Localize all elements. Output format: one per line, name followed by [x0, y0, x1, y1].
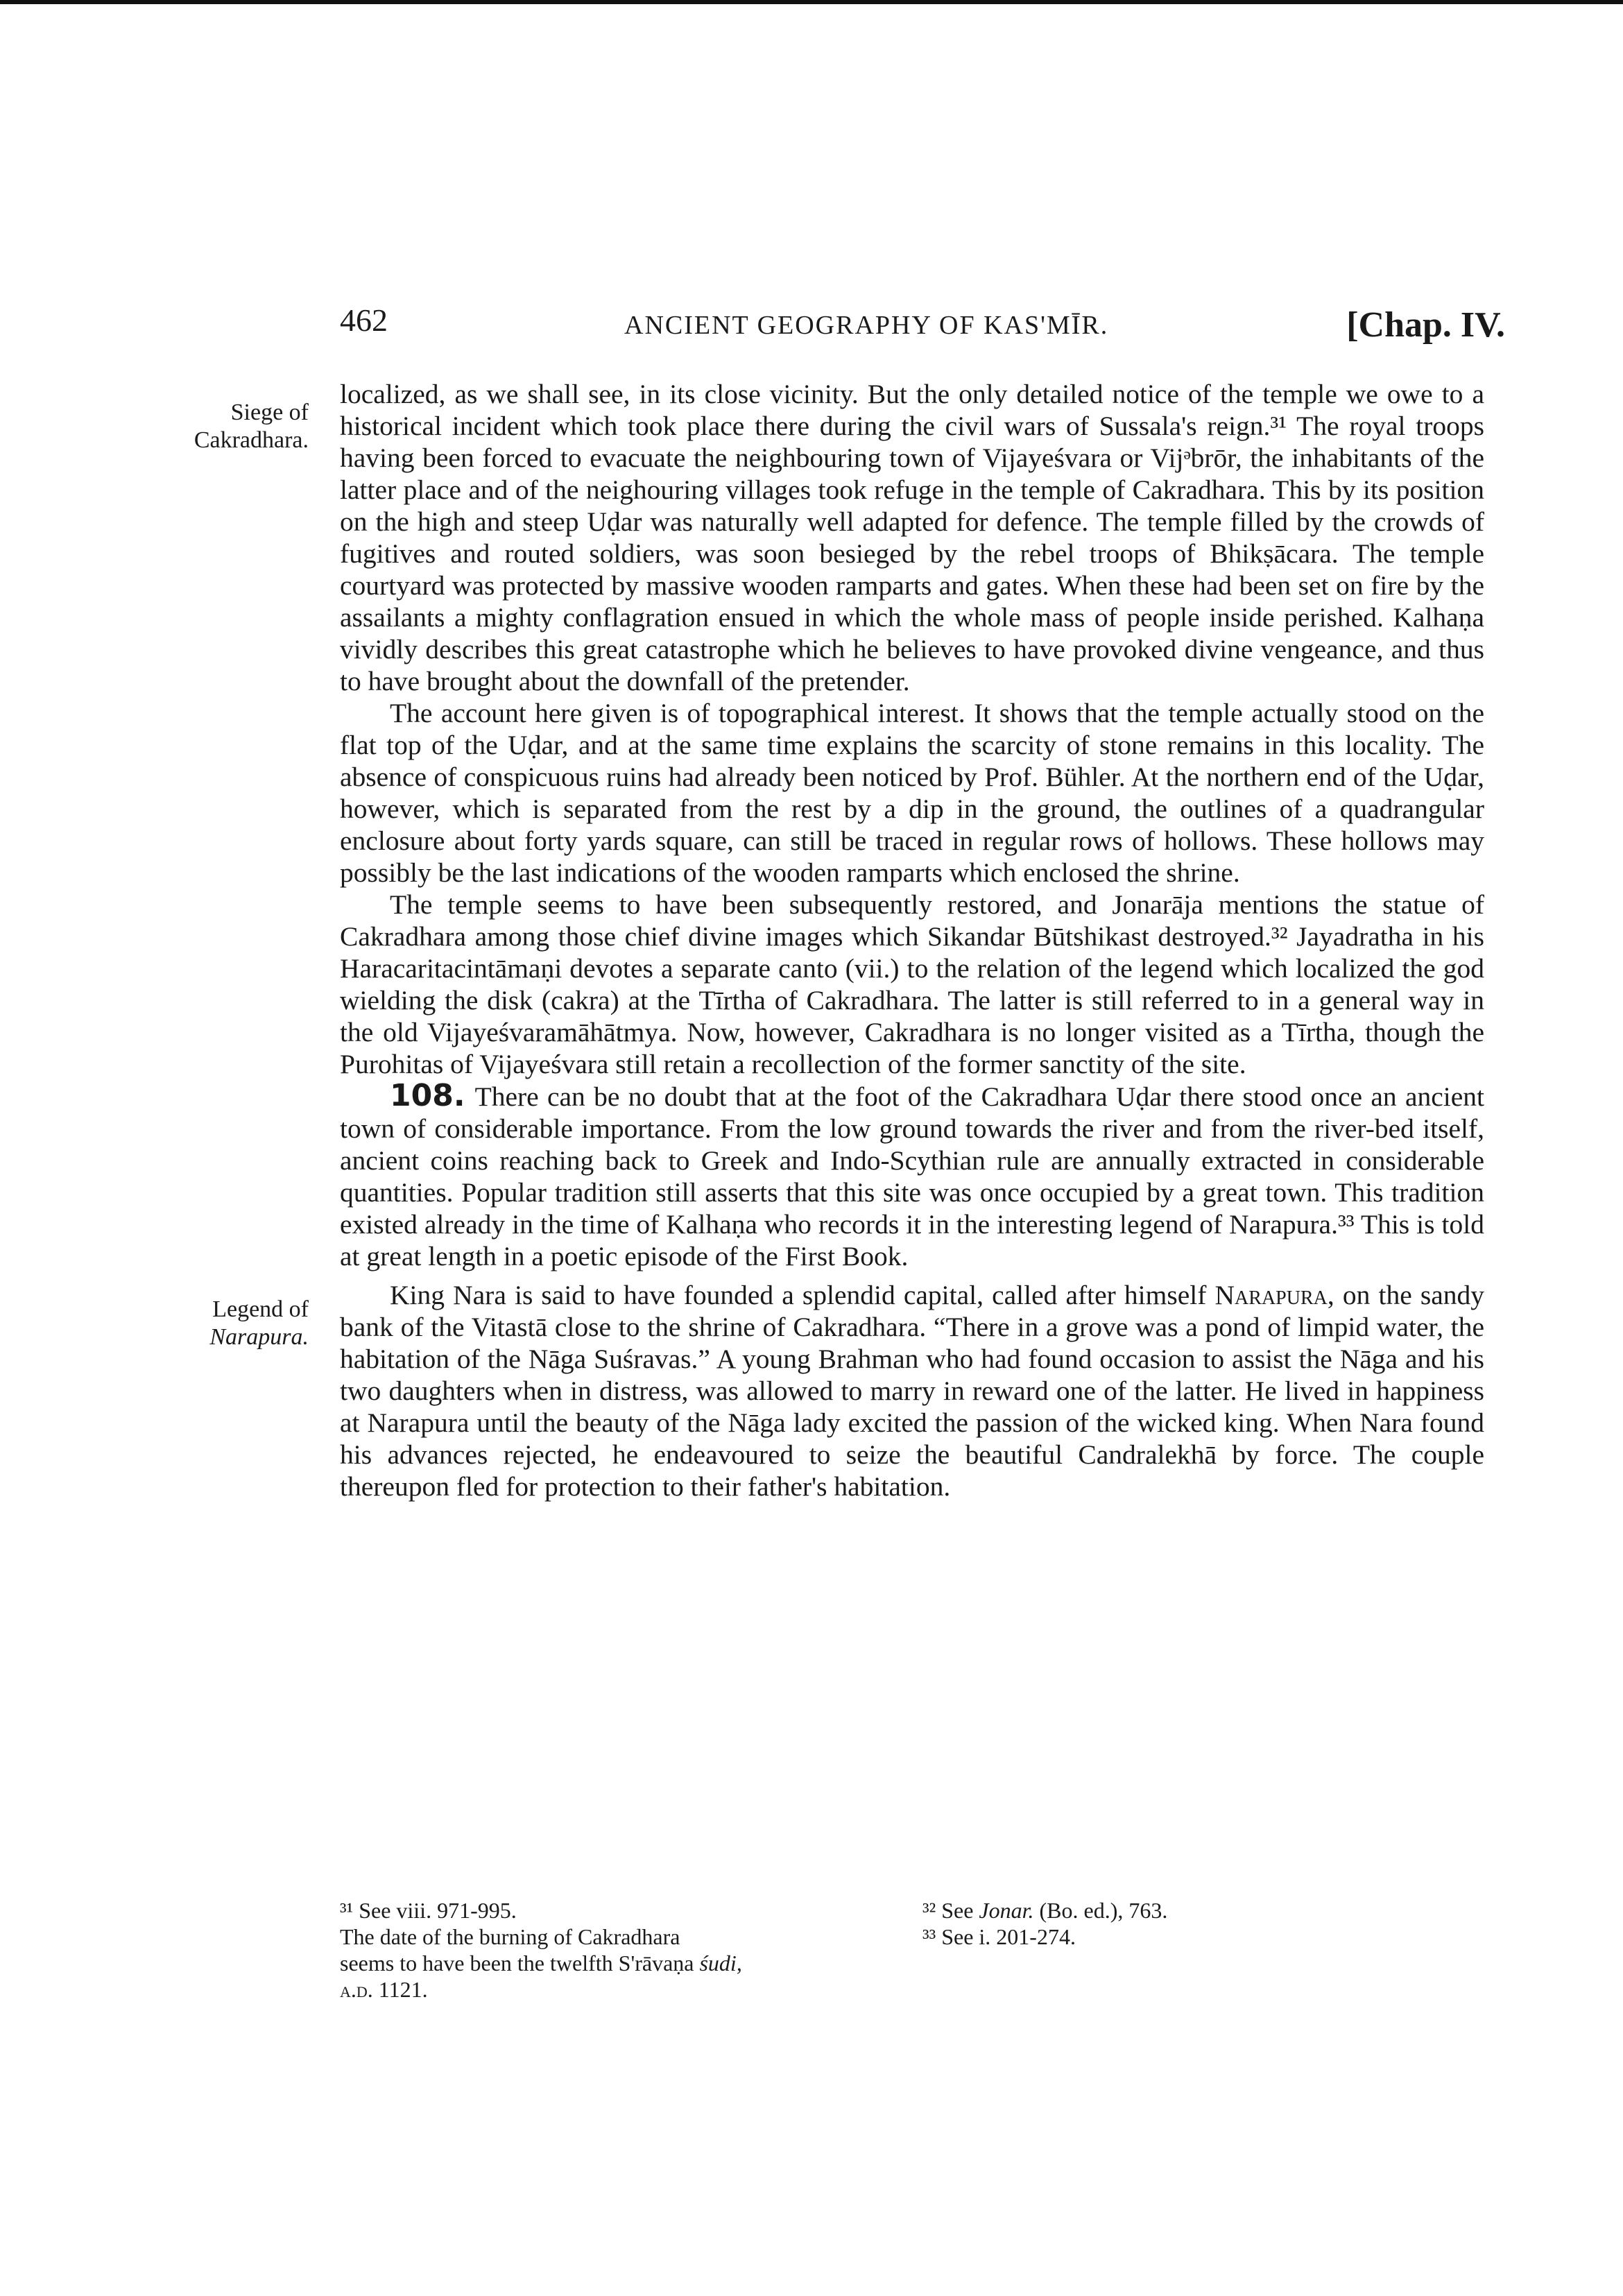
margin-note-legend — [121, 1296, 309, 1351]
paragraph: The temple seems to have been subsequently restored, and Jonarāja mentions the statue of Cakradhara among those chief divine images which Sikandar Būtshikast destroyed.³² Jayadratha in his Haracaritacintāmaṇi devotes a separate canto (vii.) to the relation of the legend which localized the god wielding the disk (cakra) at the Tīrtha of Cakradhara. The latter is still referred to in a general way in the old Vijayeśvaramāhātmya. Now, however, Cakradhara is no longer visited as a Tīrtha, though the Purohitas of Vijayeśvara still retain a recollection of the former sanctity of the site. — [340, 889, 1484, 1079]
section-paragraph — [340, 1080, 1484, 1272]
section-number: 108. — [390, 1078, 465, 1113]
narapura-smallcaps: Narapura — [1214, 1280, 1328, 1310]
paragraph: localized, as we shall see, in its close vicinity. But the only detailed notice of the temple we owe to a historical incident which took place there during the civil wars of Sussala's reign.³¹ The royal troops having been forced to evacuate the neighbouring town of Vijayeśvara or Vijᵊbrōr, the inhabitants of the latter place and of the neighouring villages took refuge in the temple of Cakradhara. This by its position on the high and steep Uḍar was naturally well adapted for defence. The temple filled by the crowds of fugitives and routed soldiers, was soon besieged by the rebel troops of Bhikṣācara. The temple courtyard was protected by massive wooden ramparts and gates. When these had been set on fire by the assailants a mighty conflagration ensued in which the whole mass of people inside perished. Kalhaṇa vividly describes this great catastrophe which he believes to have provoked divine vengeance, and thus to have brought about the downfall of the pretender. — [340, 379, 1484, 696]
main-text — [340, 378, 1484, 1502]
footnote-31-text: The date of the burning of Cakradhara — [340, 1924, 680, 1949]
footnote-column-right — [922, 1897, 1408, 1950]
footnote-smallcaps: a.d. — [340, 1977, 373, 2002]
page-header — [340, 295, 1505, 350]
footnote-column-left — [340, 1897, 881, 2003]
top-border-rule — [0, 0, 1623, 4]
margin-note-siege — [121, 399, 309, 454]
paragraph — [340, 1279, 1484, 1502]
footnote-31-text — [340, 1976, 881, 2003]
margin-note-line: Siege of — [230, 400, 309, 425]
running-title: ANCIENT GEOGRAPHY OF KAS'MĪR. — [624, 311, 1109, 340]
footnote-text: seems to have been the twelfth S'rāvaṇa — [340, 1951, 700, 1976]
footnote-text: 1121. — [372, 1977, 428, 2002]
paragraph: The account here given is of topographical interest. It shows that the temple actually stood on the flat top of the Uḍar, and at the same time explains the scarcity of stone remains in this locality. The absence of conspicuous ruins had already been noticed by Prof. Bühler. At the northern end of the Uḍar, however, which is separated from the rest by a dip in the ground, the outlines of a quadrangular enclosure about forty yards square, can still be traced in regular rows of hollows. These hollows may possibly be the last indications of the wooden ramparts which enclosed the shrine. — [340, 698, 1484, 888]
footnote-text: ³² See — [922, 1898, 979, 1923]
footnote-31: ³¹ See viii. 971-995. — [340, 1898, 517, 1923]
footnote-italic: Jonar. — [979, 1898, 1034, 1923]
margin-note-line: Legend of — [212, 1296, 309, 1322]
chapter-label: [Chap. IV. — [1346, 305, 1505, 345]
footnote-33: ³³ See i. 201-274. — [922, 1924, 1076, 1949]
section-text: There can be no doubt that at the foot of the Cakradhara Uḍar there stood once an ancient town of considerable importance. From the low ground towards the river and from the river-bed itself, ancient coins reaching back to Greek and Indo-Scythian rule are annually extracted in considerable quantities. Popular tradition still asserts that this site was once occupied by a great town. This tradition existed already in the time of Kalhaṇa who records it in the interesting legend of Narapura.³³ This is told at great length in a poetic episode of the First Book. — [340, 1081, 1484, 1271]
margin-note-line: Narapura. — [209, 1324, 309, 1350]
paragraph-text: , on the sandy bank of the Vitastā close to the shrine of Cakradhara. “There in a grove was a pond of limpid water, the habitation of the Nāga Suśravas.” A young Brahman who had found occasion to assist the Nāga and his two daughters when in distress, was allowed to marry in reward one of the latter. He lived in happiness at Narapura until the beauty of the Nāga lady excited the passion of the wicked king. When Nara found his advances rejected, he endeavoured to seize the beautiful Candralekhā by force. The couple thereupon fled for protection to their father's habitation. — [340, 1280, 1484, 1502]
footnote-31-text — [340, 1950, 881, 1976]
margin-note-line: Cakradhara. — [194, 427, 309, 453]
footnote-text: (Bo. ed.), 763. — [1033, 1898, 1168, 1923]
page-number: 462 — [340, 302, 388, 338]
footnote-32 — [922, 1897, 1408, 1924]
footnote-italic: śudi, — [699, 1951, 742, 1976]
paragraph-text: King Nara is said to have founded a splendid capital, called after himself — [390, 1280, 1215, 1310]
